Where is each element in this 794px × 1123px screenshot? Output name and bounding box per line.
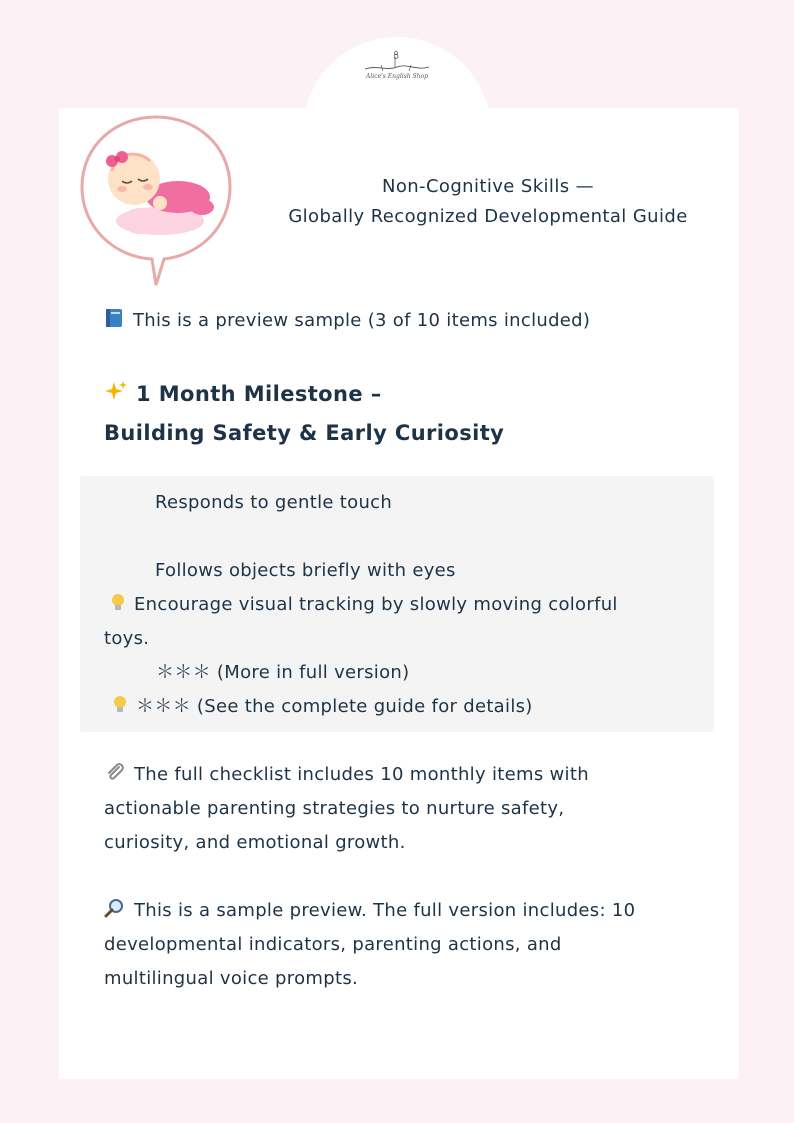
- milestone-line-1: 1 Month Milestone –: [136, 382, 382, 406]
- paperclip-icon: [104, 761, 126, 783]
- tip-continuation: toys.: [104, 628, 150, 649]
- lightbulb-icon: [110, 593, 126, 613]
- sample-preview-note: [104, 894, 714, 996]
- locked-item: ＊＊＊ (More in full version): [156, 662, 410, 683]
- sparkles-icon: [104, 380, 128, 404]
- info1-line-2: actionable parenting strategies to nurture safety,: [104, 798, 565, 819]
- info1-line-3: curiosity, and emotional growth.: [104, 832, 406, 853]
- locked-tip-text: ＊＊＊ (See the complete guide for details): [136, 696, 533, 717]
- full-checklist-note: [104, 758, 714, 860]
- tip-line: [110, 588, 618, 622]
- checklist-box: [80, 476, 714, 732]
- page-title: [248, 172, 728, 232]
- tip-text: Encourage visual tracking by slowly moving colorful: [134, 594, 618, 615]
- sleeping-baby-icon: [78, 113, 234, 289]
- milestone-heading: [104, 375, 504, 453]
- info2-line-1: This is a sample preview. The full version includes: 10: [134, 900, 636, 921]
- info1-line-1: The full checklist includes 10 monthly items with: [134, 764, 589, 785]
- title-line-1: Non-Cognitive Skills —: [381, 176, 595, 197]
- checklist-item: Follows objects briefly with eyes: [155, 560, 456, 581]
- info2-line-2: developmental indicators, parenting actions, and: [104, 934, 562, 955]
- milestone-line-2: Building Safety & Early Curiosity: [104, 421, 505, 445]
- book-icon: [103, 307, 125, 329]
- checklist-item: Responds to gentle touch: [155, 492, 393, 513]
- lightbulb-icon: [112, 695, 128, 715]
- magnifier-icon: [104, 897, 126, 919]
- info2-line-3: multilingual voice prompts.: [104, 968, 359, 989]
- title-line-2: Globally Recognized Developmental Guide: [288, 206, 688, 227]
- preview-note: [103, 307, 590, 331]
- locked-tip: [112, 690, 533, 724]
- shop-logo: [357, 47, 437, 97]
- preview-note-text: This is a preview sample (3 of 10 items included): [133, 310, 591, 331]
- logo-text: Alice's English Shop: [366, 73, 428, 80]
